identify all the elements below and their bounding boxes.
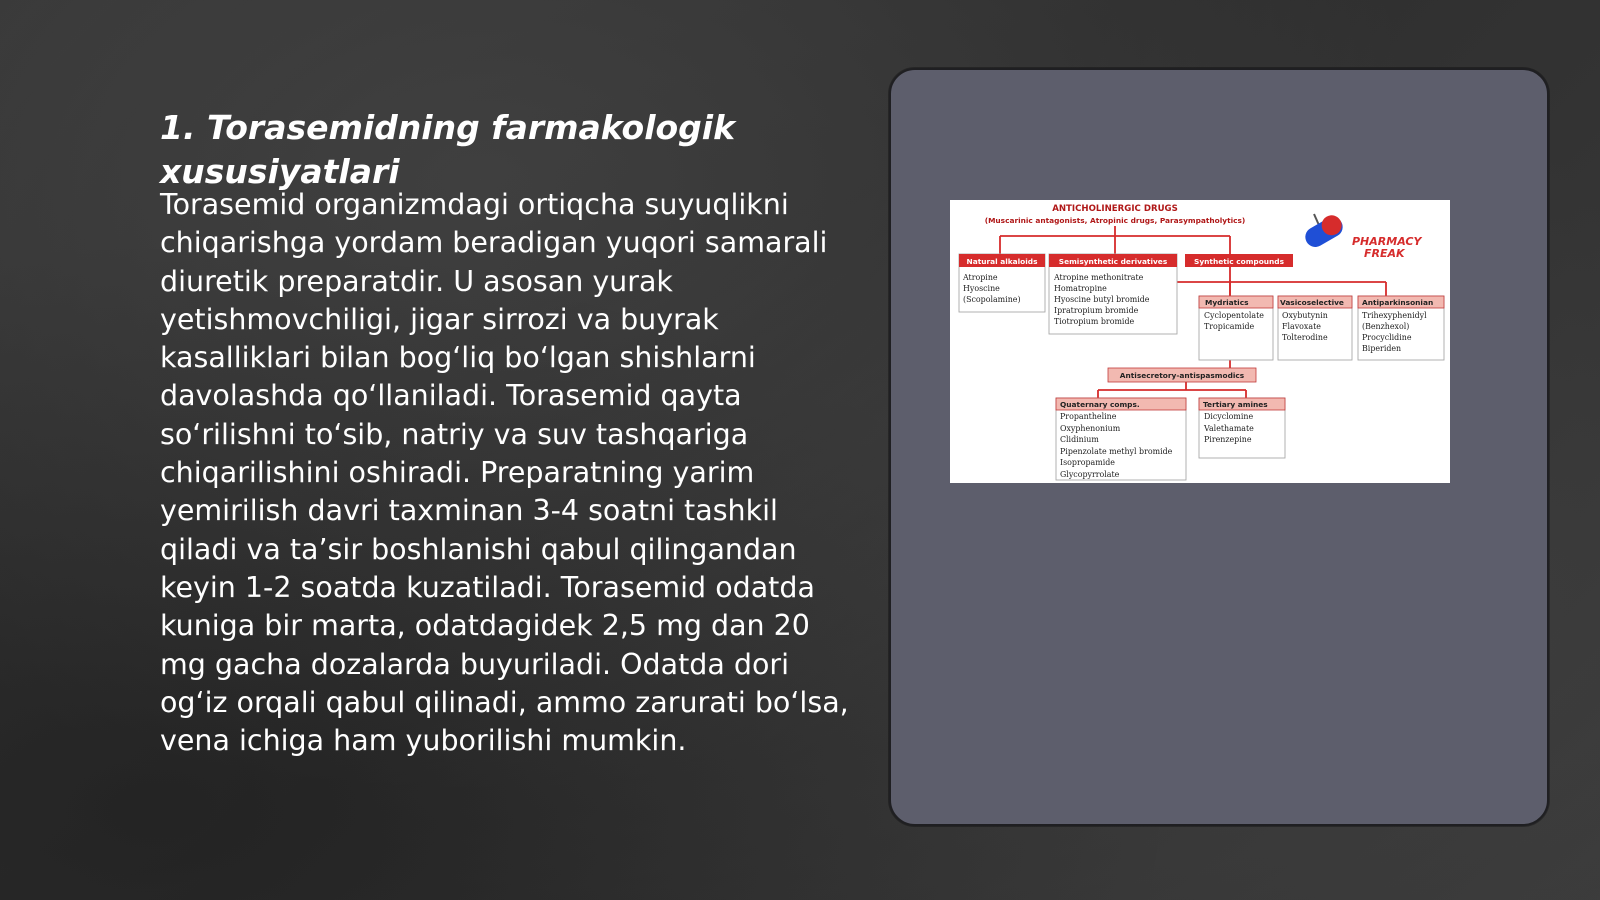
svg-text:Pirenzepine: Pirenzepine xyxy=(1204,435,1252,444)
svg-text:Hyoscine butyl bromide: Hyoscine butyl bromide xyxy=(1054,295,1150,304)
svg-text:Atropine: Atropine xyxy=(963,273,998,282)
svg-text:Biperiden: Biperiden xyxy=(1362,344,1402,353)
svg-text:Clidinium: Clidinium xyxy=(1060,435,1099,444)
connector-bottom xyxy=(1098,382,1246,398)
svg-text:Mydriatics: Mydriatics xyxy=(1205,298,1249,307)
svg-text:Cyclopentolate: Cyclopentolate xyxy=(1204,311,1264,320)
svg-text:Quaternary comps.: Quaternary comps. xyxy=(1060,400,1140,409)
svg-text:Atropine methonitrate: Atropine methonitrate xyxy=(1054,273,1144,282)
synthetic-compounds-header xyxy=(1185,254,1293,267)
svg-text:(Scopolamine): (Scopolamine) xyxy=(963,295,1021,304)
svg-text:Oxyphenonium: Oxyphenonium xyxy=(1060,424,1121,433)
svg-text:(Benzhexol): (Benzhexol) xyxy=(1362,322,1410,331)
svg-text:Isopropamide: Isopropamide xyxy=(1060,458,1115,467)
svg-text:Oxybutynin: Oxybutynin xyxy=(1282,311,1328,320)
svg-text:Tolterodine: Tolterodine xyxy=(1282,333,1328,342)
svg-text:Natural alkaloids: Natural alkaloids xyxy=(966,257,1038,266)
anticholinergic-drugs-chart xyxy=(950,200,1450,483)
svg-text:Procyclidine: Procyclidine xyxy=(1362,333,1412,342)
svg-text:Antiparkinsonian: Antiparkinsonian xyxy=(1362,298,1434,307)
svg-text:Glycopyrrolate: Glycopyrrolate xyxy=(1060,470,1120,479)
svg-text:Tertiary amines: Tertiary amines xyxy=(1203,400,1268,409)
diagram-subtitle: (Muscarinic antagonists, Atropinic drugs, Parasympatholytics) xyxy=(984,216,1246,225)
svg-text:Hyoscine: Hyoscine xyxy=(963,284,1000,293)
connector-top xyxy=(1000,226,1230,254)
diagram-title: ANTICHOLINERGIC DRUGS xyxy=(1052,204,1178,214)
svg-text:Antisecretory-antispasmodics: Antisecretory-antispasmodics xyxy=(1119,371,1245,380)
quaternary-compounds-group xyxy=(1056,398,1186,480)
slide-title: 1. Torasemidning farmakologik xususiyatlari xyxy=(160,108,736,191)
antiparkinsonian-group xyxy=(1358,296,1444,360)
natural-alkaloids-group xyxy=(959,254,1045,312)
tertiary-amines-group xyxy=(1199,398,1285,458)
svg-text:Tropicamide: Tropicamide xyxy=(1204,322,1255,331)
connector-synthetic xyxy=(1150,266,1386,296)
svg-text:Semisynthetic derivatives: Semisynthetic derivatives xyxy=(1058,257,1168,266)
svg-text:Vasicoselective: Vasicoselective xyxy=(1280,298,1344,307)
svg-text:Dicyclomine: Dicyclomine xyxy=(1204,412,1254,421)
pharmacy-freak-logo xyxy=(1302,212,1423,260)
vasicoselective-group xyxy=(1278,296,1352,360)
svg-text:PHARMACY: PHARMACY xyxy=(1352,235,1422,248)
svg-text:Flavoxate: Flavoxate xyxy=(1282,322,1321,331)
svg-text:Trihexyphenidyl: Trihexyphenidyl xyxy=(1362,311,1427,320)
semisynthetic-derivatives-group xyxy=(1049,254,1177,334)
svg-text:Valethamate: Valethamate xyxy=(1204,424,1254,433)
antisecretory-antispasmodics-header xyxy=(1108,368,1256,382)
svg-text:Ipratropium bromide: Ipratropium bromide xyxy=(1054,306,1139,315)
svg-text:Propantheline: Propantheline xyxy=(1060,412,1117,421)
svg-text:Homatropine: Homatropine xyxy=(1054,284,1107,293)
mydriatics-group xyxy=(1199,296,1273,360)
svg-text:FREAK: FREAK xyxy=(1364,247,1405,260)
svg-text:Pipenzolate methyl bromide: Pipenzolate methyl bromide xyxy=(1060,447,1173,456)
svg-text:Synthetic compounds: Synthetic compounds xyxy=(1194,257,1284,266)
slide-body-text: Torasemid organizmdagi ortiqcha suyuqlikni chiqarishga yordam beradigan yuqori samarali diuretik preparatdir. U asosan yurak yetishmovchiligi, jigar sirrozi va buyrak kasalliklari bilan bog‘liq bo‘lgan shishlarni davolashda qo‘llaniladi. Torasemid qayta so‘rilishni to‘sib, natriy va suv tashqariga chiqarilishini oshiradi. Preparatning yarim yemirilish davri taxminan 3-4 soatni tashkil qiladi va ta’sir boshlanishi qabul qilingandan keyin 1-2 soatda kuzatiladi. Torasemid odatda kuniga bir marta, odatdagidek 2,5 mg dan 20 mg gacha dozalarda buyuriladi. Odatda dori og‘iz orqali qabul qilinadi, ammo zarurati bo‘lsa, vena ichiga ham yuborilishi mumkin. xyxy=(160,188,849,758)
svg-text:Tiotropium bromide: Tiotropium bromide xyxy=(1054,317,1135,326)
classification-diagram xyxy=(950,200,1450,483)
